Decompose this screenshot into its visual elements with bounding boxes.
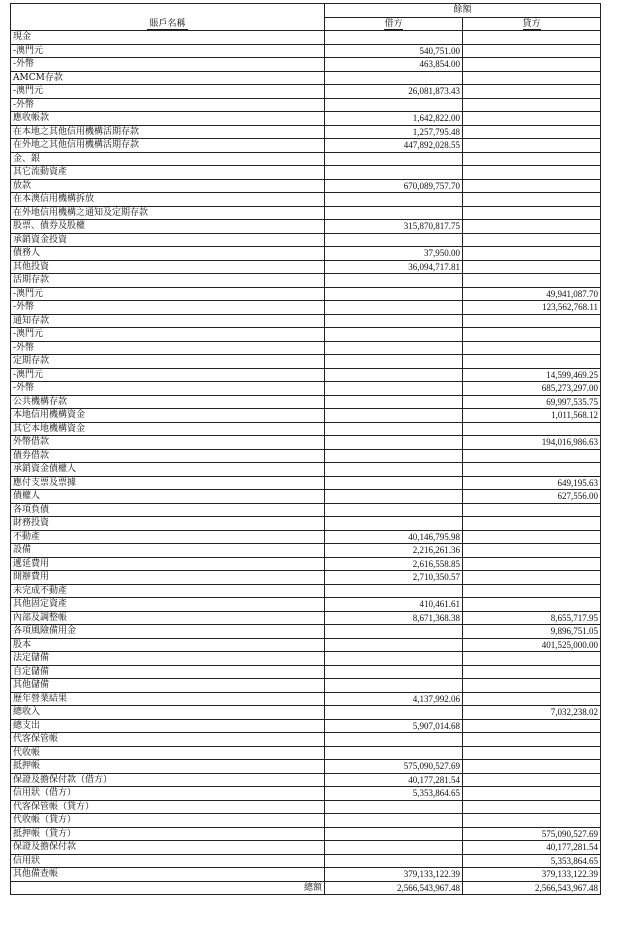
table-row: [11, 733, 601, 747]
account-name-cell: 在本澳信用機構拆放: [11, 193, 325, 207]
table-row: [11, 787, 601, 801]
debit-cell: [325, 854, 463, 868]
table-row: [11, 98, 601, 112]
debit-cell: [325, 206, 463, 220]
account-name-cell: 法定儲備: [11, 652, 325, 666]
ledger-body: [11, 31, 601, 882]
credit-cell: [463, 814, 601, 828]
account-name-cell: 本地信用機構資金: [11, 409, 325, 423]
credit-cell: [463, 98, 601, 112]
debit-cell: 2,710,350.57: [325, 571, 463, 585]
table-row: [11, 868, 601, 882]
account-name-cell: 代收帳: [11, 746, 325, 760]
table-row: [11, 125, 601, 139]
table-row: [11, 719, 601, 733]
table-row: [11, 814, 601, 828]
debit-cell: 40,177,281.54: [325, 773, 463, 787]
account-name-cell: 在外地信用機構之通知及定期存款: [11, 206, 325, 220]
account-name-cell: -外幣: [11, 382, 325, 396]
debit-cell: 1,642,822.00: [325, 112, 463, 126]
table-row: [11, 841, 601, 855]
debit-cell: [325, 665, 463, 679]
debit-cell: [325, 746, 463, 760]
credit-cell: 14,599,469.25: [463, 368, 601, 382]
table-row: [11, 206, 601, 220]
table-row: [11, 166, 601, 180]
table-row: [11, 773, 601, 787]
account-name-cell: 信用狀（借方）: [11, 787, 325, 801]
table-row: [11, 530, 601, 544]
debit-cell: 4,137,992.06: [325, 692, 463, 706]
table-row: [11, 44, 601, 58]
account-name-cell: 未完成不動產: [11, 584, 325, 598]
credit-cell: [463, 584, 601, 598]
credit-cell: [463, 220, 601, 234]
account-name-cell: -外幣: [11, 301, 325, 315]
debit-cell: [325, 71, 463, 85]
debit-header: 借方: [325, 17, 463, 31]
account-name-cell: 其他備查帳: [11, 868, 325, 882]
account-name-cell: -外幣: [11, 98, 325, 112]
account-name-cell: 其他固定資產: [11, 598, 325, 612]
credit-cell: [463, 746, 601, 760]
table-row: [11, 800, 601, 814]
credit-cell: [463, 652, 601, 666]
credit-cell: 685,273,297.00: [463, 382, 601, 396]
table-row: [11, 193, 601, 207]
credit-cell: [463, 463, 601, 477]
table-row: [11, 544, 601, 558]
table-row: [11, 665, 601, 679]
credit-cell: [463, 314, 601, 328]
ledger-sheet: [10, 3, 600, 895]
debit-cell: [325, 422, 463, 436]
credit-cell: [463, 557, 601, 571]
debit-cell: [325, 584, 463, 598]
credit-cell: [463, 733, 601, 747]
debit-cell: 575,090,527.69: [325, 760, 463, 774]
debit-cell: [325, 382, 463, 396]
table-row: [11, 854, 601, 868]
debit-cell: [325, 503, 463, 517]
trial-balance-table: [10, 3, 601, 895]
account-name-cell: 總支出: [11, 719, 325, 733]
account-name-cell: 代客保管帳（貸方）: [11, 800, 325, 814]
account-name-cell: -澳門元: [11, 328, 325, 342]
table-row: [11, 287, 601, 301]
table-row: [11, 611, 601, 625]
table-row: [11, 260, 601, 274]
debit-cell: 1,257,795.48: [325, 125, 463, 139]
credit-cell: 1,011,568.12: [463, 409, 601, 423]
debit-cell: [325, 706, 463, 720]
credit-cell: [463, 233, 601, 247]
table-row: [11, 112, 601, 126]
credit-cell: 8,655,717.95: [463, 611, 601, 625]
credit-cell: [463, 719, 601, 733]
balance-header: 餘額: [325, 4, 601, 18]
debit-cell: [325, 436, 463, 450]
table-row: [11, 490, 601, 504]
debit-cell: [325, 827, 463, 841]
credit-cell: [463, 152, 601, 166]
credit-cell: 9,896,751.05: [463, 625, 601, 639]
debit-cell: [325, 301, 463, 315]
table-row: [11, 449, 601, 463]
debit-cell: [325, 166, 463, 180]
debit-cell: [325, 733, 463, 747]
credit-cell: 123,562,768.11: [463, 301, 601, 315]
account-name-cell: 不動產: [11, 530, 325, 544]
table-row: [11, 341, 601, 355]
table-row: [11, 584, 601, 598]
credit-cell: [463, 679, 601, 693]
account-name-cell: 代客保管帳: [11, 733, 325, 747]
account-name-cell: 遞延費用: [11, 557, 325, 571]
credit-cell: [463, 247, 601, 261]
table-row: [11, 692, 601, 706]
table-row: [11, 409, 601, 423]
account-name-cell: 總收入: [11, 706, 325, 720]
account-name-cell: 債權人: [11, 490, 325, 504]
credit-cell: [463, 355, 601, 369]
debit-cell: [325, 233, 463, 247]
table-row: [11, 706, 601, 720]
debit-cell: 5,353,864.65: [325, 787, 463, 801]
table-row: [11, 314, 601, 328]
table-row: [11, 395, 601, 409]
total-label: 總額: [11, 881, 325, 895]
table-row: [11, 638, 601, 652]
debit-cell: [325, 328, 463, 342]
table-row: [11, 58, 601, 72]
account-name-cell: 應付支票及票據: [11, 476, 325, 490]
table-row: [11, 152, 601, 166]
account-name-cell: 債務人: [11, 247, 325, 261]
credit-cell: [463, 760, 601, 774]
debit-cell: 8,671,368.38: [325, 611, 463, 625]
table-row: [11, 382, 601, 396]
credit-cell: 40,177,281.54: [463, 841, 601, 855]
account-name-cell: 現金: [11, 31, 325, 45]
debit-cell: [325, 814, 463, 828]
credit-cell: [463, 71, 601, 85]
account-name-cell: 保證及擔保付款: [11, 841, 325, 855]
debit-cell: [325, 274, 463, 288]
account-name-cell: 歷年營業結果: [11, 692, 325, 706]
credit-cell: [463, 598, 601, 612]
account-name-cell: 其它流動資產: [11, 166, 325, 180]
debit-cell: [325, 638, 463, 652]
account-name-cell: 在外地之其他信用機構活期存款: [11, 139, 325, 153]
credit-cell: [463, 58, 601, 72]
account-name-cell: 其他儲備: [11, 679, 325, 693]
account-name-cell: 抵押帳（貸方）: [11, 827, 325, 841]
account-name-header: 賬戶名稱: [11, 4, 325, 31]
debit-cell: 315,870,817.75: [325, 220, 463, 234]
credit-cell: 5,353,864.65: [463, 854, 601, 868]
total-debit: 2,566,543,967.48: [325, 881, 463, 895]
debit-cell: [325, 31, 463, 45]
account-name-cell: 債券借款: [11, 449, 325, 463]
credit-cell: [463, 422, 601, 436]
table-row: [11, 301, 601, 315]
table-row: [11, 625, 601, 639]
account-name-cell: -外幣: [11, 58, 325, 72]
debit-cell: 463,854.00: [325, 58, 463, 72]
credit-cell: [463, 773, 601, 787]
table-row: [11, 679, 601, 693]
table-row: [11, 503, 601, 517]
credit-cell: [463, 341, 601, 355]
debit-cell: [325, 287, 463, 301]
debit-cell: [325, 409, 463, 423]
debit-cell: [325, 490, 463, 504]
credit-cell: [463, 112, 601, 126]
table-row: [11, 598, 601, 612]
table-row: [11, 827, 601, 841]
credit-cell: [463, 166, 601, 180]
account-name-cell: 公共機構存款: [11, 395, 325, 409]
account-name-cell: 各項負債: [11, 503, 325, 517]
debit-cell: [325, 193, 463, 207]
credit-cell: [463, 85, 601, 99]
table-row: [11, 85, 601, 99]
credit-cell: [463, 44, 601, 58]
debit-cell: [325, 800, 463, 814]
table-row: [11, 328, 601, 342]
table-row: [11, 368, 601, 382]
debit-cell: [325, 341, 463, 355]
account-name-cell: AMCM存款: [11, 71, 325, 85]
account-name-cell: 其它本地機構資金: [11, 422, 325, 436]
account-name-cell: 信用狀: [11, 854, 325, 868]
debit-cell: 2,616,558.85: [325, 557, 463, 571]
table-row: [11, 220, 601, 234]
table-row: [11, 571, 601, 585]
table-row: [11, 247, 601, 261]
total-credit: 2,566,543,967.48: [463, 881, 601, 895]
table-row: [11, 760, 601, 774]
debit-cell: 37,950.00: [325, 247, 463, 261]
debit-cell: [325, 152, 463, 166]
debit-cell: 36,094,717.81: [325, 260, 463, 274]
account-name-cell: 各項風險備用金: [11, 625, 325, 639]
credit-cell: [463, 571, 601, 585]
credit-cell: [463, 260, 601, 274]
account-name-cell: 股本: [11, 638, 325, 652]
credit-cell: [463, 193, 601, 207]
credit-header: 貸方: [463, 17, 601, 31]
table-row: [11, 422, 601, 436]
account-name-cell: 外幣借款: [11, 436, 325, 450]
credit-cell: [463, 449, 601, 463]
table-row: [11, 179, 601, 193]
debit-cell: [325, 652, 463, 666]
credit-cell: 194,016,986.63: [463, 436, 601, 450]
credit-cell: 575,090,527.69: [463, 827, 601, 841]
account-name-cell: 承銷資金債權人: [11, 463, 325, 477]
credit-cell: [463, 274, 601, 288]
debit-cell: [325, 449, 463, 463]
account-name-cell: 活期存款: [11, 274, 325, 288]
table-row: [11, 463, 601, 477]
table-row: [11, 436, 601, 450]
credit-cell: 379,133,122.39: [463, 868, 601, 882]
account-name-cell: 開辦費用: [11, 571, 325, 585]
debit-cell: 26,081,873.43: [325, 85, 463, 99]
debit-cell: 2,216,261.36: [325, 544, 463, 558]
account-name-cell: 設備: [11, 544, 325, 558]
debit-cell: 410,461.61: [325, 598, 463, 612]
credit-cell: [463, 179, 601, 193]
table-row: [11, 557, 601, 571]
debit-cell: [325, 841, 463, 855]
account-name-cell: 自定儲備: [11, 665, 325, 679]
credit-cell: [463, 503, 601, 517]
credit-cell: 649,195.63: [463, 476, 601, 490]
debit-cell: 670,089,757.70: [325, 179, 463, 193]
account-name-cell: 放款: [11, 179, 325, 193]
credit-cell: 627,556.00: [463, 490, 601, 504]
table-row: [11, 233, 601, 247]
table-row: [11, 139, 601, 153]
debit-cell: 40,146,795.98: [325, 530, 463, 544]
account-name-cell: 代收帳（貸方）: [11, 814, 325, 828]
account-name-cell: 在本地之其他信用機構活期存款: [11, 125, 325, 139]
account-name-cell: -澳門元: [11, 44, 325, 58]
credit-cell: [463, 206, 601, 220]
credit-cell: [463, 530, 601, 544]
account-name-cell: 通知存款: [11, 314, 325, 328]
credit-cell: [463, 328, 601, 342]
account-name-cell: -外幣: [11, 341, 325, 355]
debit-cell: [325, 355, 463, 369]
table-row: [11, 71, 601, 85]
account-name-cell: -澳門元: [11, 368, 325, 382]
account-name-cell: -澳門元: [11, 287, 325, 301]
credit-cell: 7,032,238.02: [463, 706, 601, 720]
debit-cell: [325, 463, 463, 477]
credit-cell: [463, 665, 601, 679]
total-row: [11, 881, 601, 895]
account-name-cell: 承銷資金投資: [11, 233, 325, 247]
credit-cell: [463, 544, 601, 558]
account-name-cell: 其他投資: [11, 260, 325, 274]
debit-cell: [325, 476, 463, 490]
debit-cell: 5,907,014.68: [325, 719, 463, 733]
account-name-cell: -澳門元: [11, 85, 325, 99]
debit-cell: [325, 395, 463, 409]
table-row: [11, 355, 601, 369]
table-row: [11, 652, 601, 666]
debit-cell: [325, 314, 463, 328]
account-name-cell: 定期存款: [11, 355, 325, 369]
debit-cell: [325, 98, 463, 112]
account-name-cell: 內部及調整帳: [11, 611, 325, 625]
table-row: [11, 476, 601, 490]
debit-cell: 540,751.00: [325, 44, 463, 58]
credit-cell: 69,997,535.75: [463, 395, 601, 409]
credit-cell: [463, 787, 601, 801]
table-row: [11, 31, 601, 45]
account-name-cell: 金、銀: [11, 152, 325, 166]
debit-cell: [325, 625, 463, 639]
debit-cell: [325, 517, 463, 531]
credit-cell: [463, 31, 601, 45]
table-row: [11, 274, 601, 288]
credit-cell: 401,525,000.00: [463, 638, 601, 652]
credit-cell: [463, 139, 601, 153]
credit-cell: [463, 800, 601, 814]
debit-cell: [325, 368, 463, 382]
account-name-cell: 應收帳款: [11, 112, 325, 126]
debit-cell: 379,133,122.39: [325, 868, 463, 882]
account-name-cell: 財務投資: [11, 517, 325, 531]
credit-cell: [463, 125, 601, 139]
credit-cell: [463, 692, 601, 706]
credit-cell: 49,941,087.70: [463, 287, 601, 301]
debit-cell: 447,892,028.55: [325, 139, 463, 153]
credit-cell: [463, 517, 601, 531]
account-name-cell: 保證及擔保付款（借方）: [11, 773, 325, 787]
account-name-cell: 抵押帳: [11, 760, 325, 774]
account-name-cell: 股票、債券及股權: [11, 220, 325, 234]
table-row: [11, 517, 601, 531]
table-row: [11, 746, 601, 760]
debit-cell: [325, 679, 463, 693]
